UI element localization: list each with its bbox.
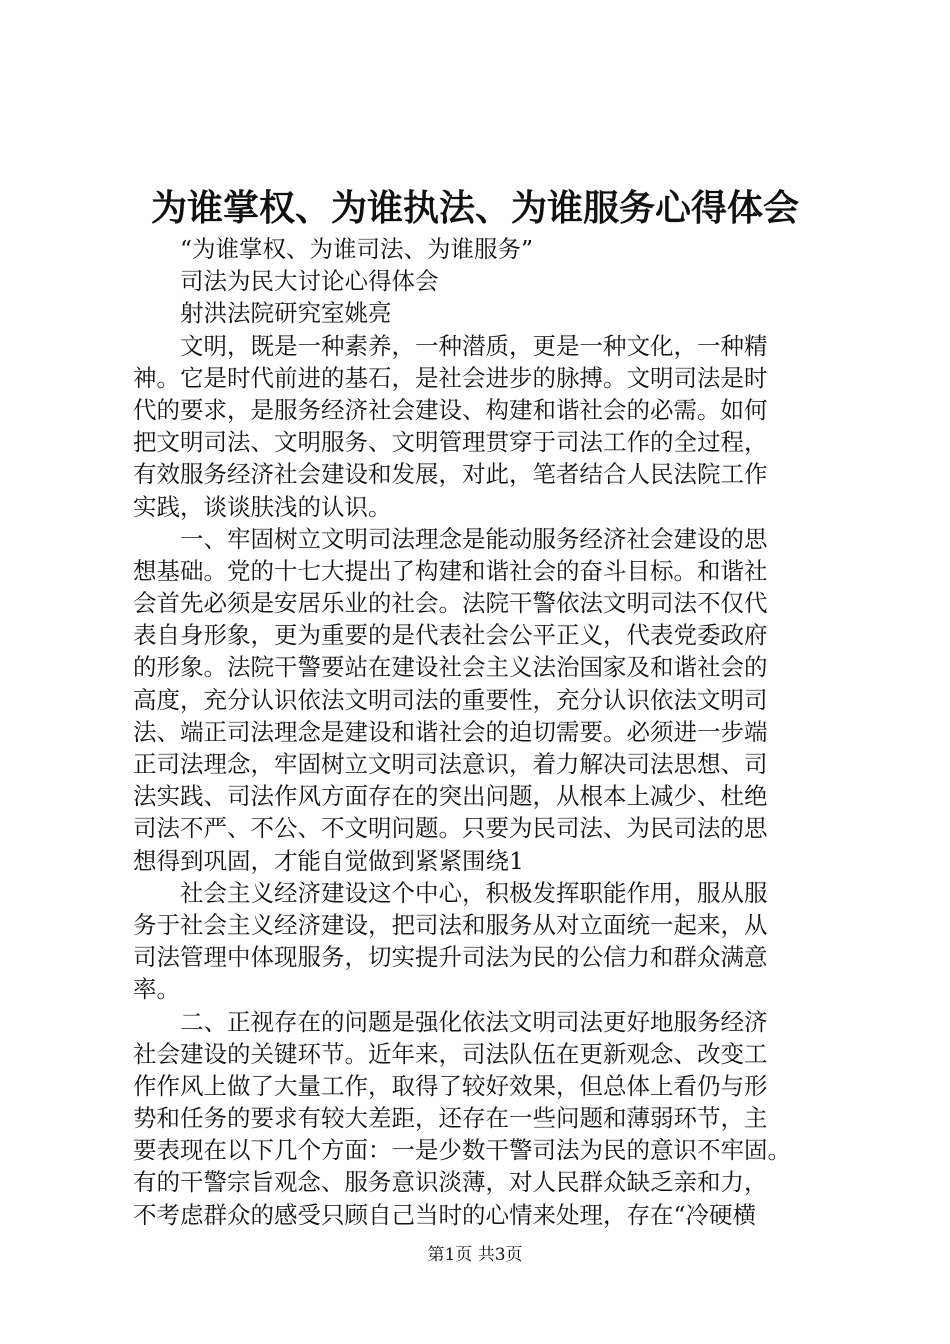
- paragraph-line: 不考虑群众的感受只顾自己当时的心情来处理，存在“冷硬横: [133, 1200, 757, 1229]
- paragraph-line: 正司法理念，牢固树立文明司法意识，着力解决司法思想、司: [133, 750, 768, 778]
- paragraph-line: 社会建设的关键环节。近年来，司法队伍在更新观念、改变工: [133, 1039, 768, 1068]
- paragraph-line: 一、牢固树立文明司法理念是能动服务经济社会建设的思: [180, 524, 768, 553]
- paragraph-line: 会首先必须是安居乐业的社会。法院干警依法文明司法不仅代: [133, 589, 768, 618]
- paragraph-line: 把文明司法、文明服务、文明管理贯穿于司法工作的全过程，: [133, 428, 768, 457]
- paragraph-line: 代的要求，是服务经济社会建设、构建和谐社会的必需。如何: [133, 395, 768, 424]
- paragraph-line: 作作风上做了大量工作，取得了较好效果，但总体上看仍与形: [133, 1071, 768, 1100]
- paragraph-line: 司法管理中体现服务，切实提升司法为民的公信力和群众满意: [133, 943, 768, 972]
- paragraph-line: 文明，既是一种素养，一种潜质，更是一种文化，一种精: [180, 331, 768, 360]
- document-title: 为谁掌权、为谁执法、为谁服务心得体会: [150, 187, 799, 229]
- paragraph-line: 法、端正司法理念是建设和谐社会的迫切需要。必须进一步端: [133, 717, 768, 746]
- paragraph-line: 有效服务经济社会建设和发展，对此，笔者结合人民法院工作: [133, 460, 768, 489]
- document-body: [133, 233, 833, 1231]
- paragraph-line: 二、正视存在的问题是强化依法文明司法更好地服务经济: [180, 1007, 768, 1036]
- author-line: 射洪法院研究室姚亮: [180, 299, 392, 328]
- paragraph-line: 司法不严、不公、不文明问题。只要为民司法、为民司法的思: [133, 814, 768, 843]
- page-number-footer: 第1页 共3页: [427, 1245, 523, 1265]
- paragraph-line: 法实践、司法作风方面存在的突出问题，从根本上减少、杜绝: [133, 782, 768, 811]
- subtitle-line: “为谁掌权、为谁司法、为谁服务”: [180, 235, 534, 263]
- paragraph-line: 率。: [133, 975, 180, 1004]
- paragraph-line: 有的干警宗旨观念、服务意识淡薄，对人民群众缺乏亲和力，: [133, 1168, 768, 1197]
- paragraph-line: 势和任务的要求有较大差距，还存在一些问题和薄弱环节，主: [133, 1104, 768, 1133]
- paragraph-line: 社会主义经济建设这个中心，积极发挥职能作用，服从服: [180, 878, 768, 907]
- paragraph-line: 要表现在以下几个方面：一是少数干警司法为民的意识不牢固。: [133, 1136, 791, 1165]
- paragraph-line: 想基础。党的十七大提出了构建和谐社会的奋斗目标。和谐社: [133, 556, 768, 585]
- paragraph-line: 神。它是时代前进的基石，是社会进步的脉搏。文明司法是时: [133, 363, 768, 392]
- subtitle-line: 司法为民大讨论心得体会: [180, 267, 439, 296]
- paragraph-line: 想得到巩固，才能自觉做到紧紧围绕1: [133, 846, 524, 875]
- paragraph-line: 的形象。法院干警要站在建设社会主义法治国家及和谐社会的: [133, 653, 768, 682]
- paragraph-line: 表自身形象，更为重要的是代表社会公平正义，代表党委政府: [133, 621, 768, 650]
- paragraph-line: 实践，谈谈肤浅的认识。: [133, 492, 392, 521]
- paragraph-line: 高度，充分认识依法文明司法的重要性，充分认识依法文明司: [133, 685, 768, 714]
- paragraph-line: 务于社会主义经济建设，把司法和服务从对立面统一起来，从: [133, 910, 768, 939]
